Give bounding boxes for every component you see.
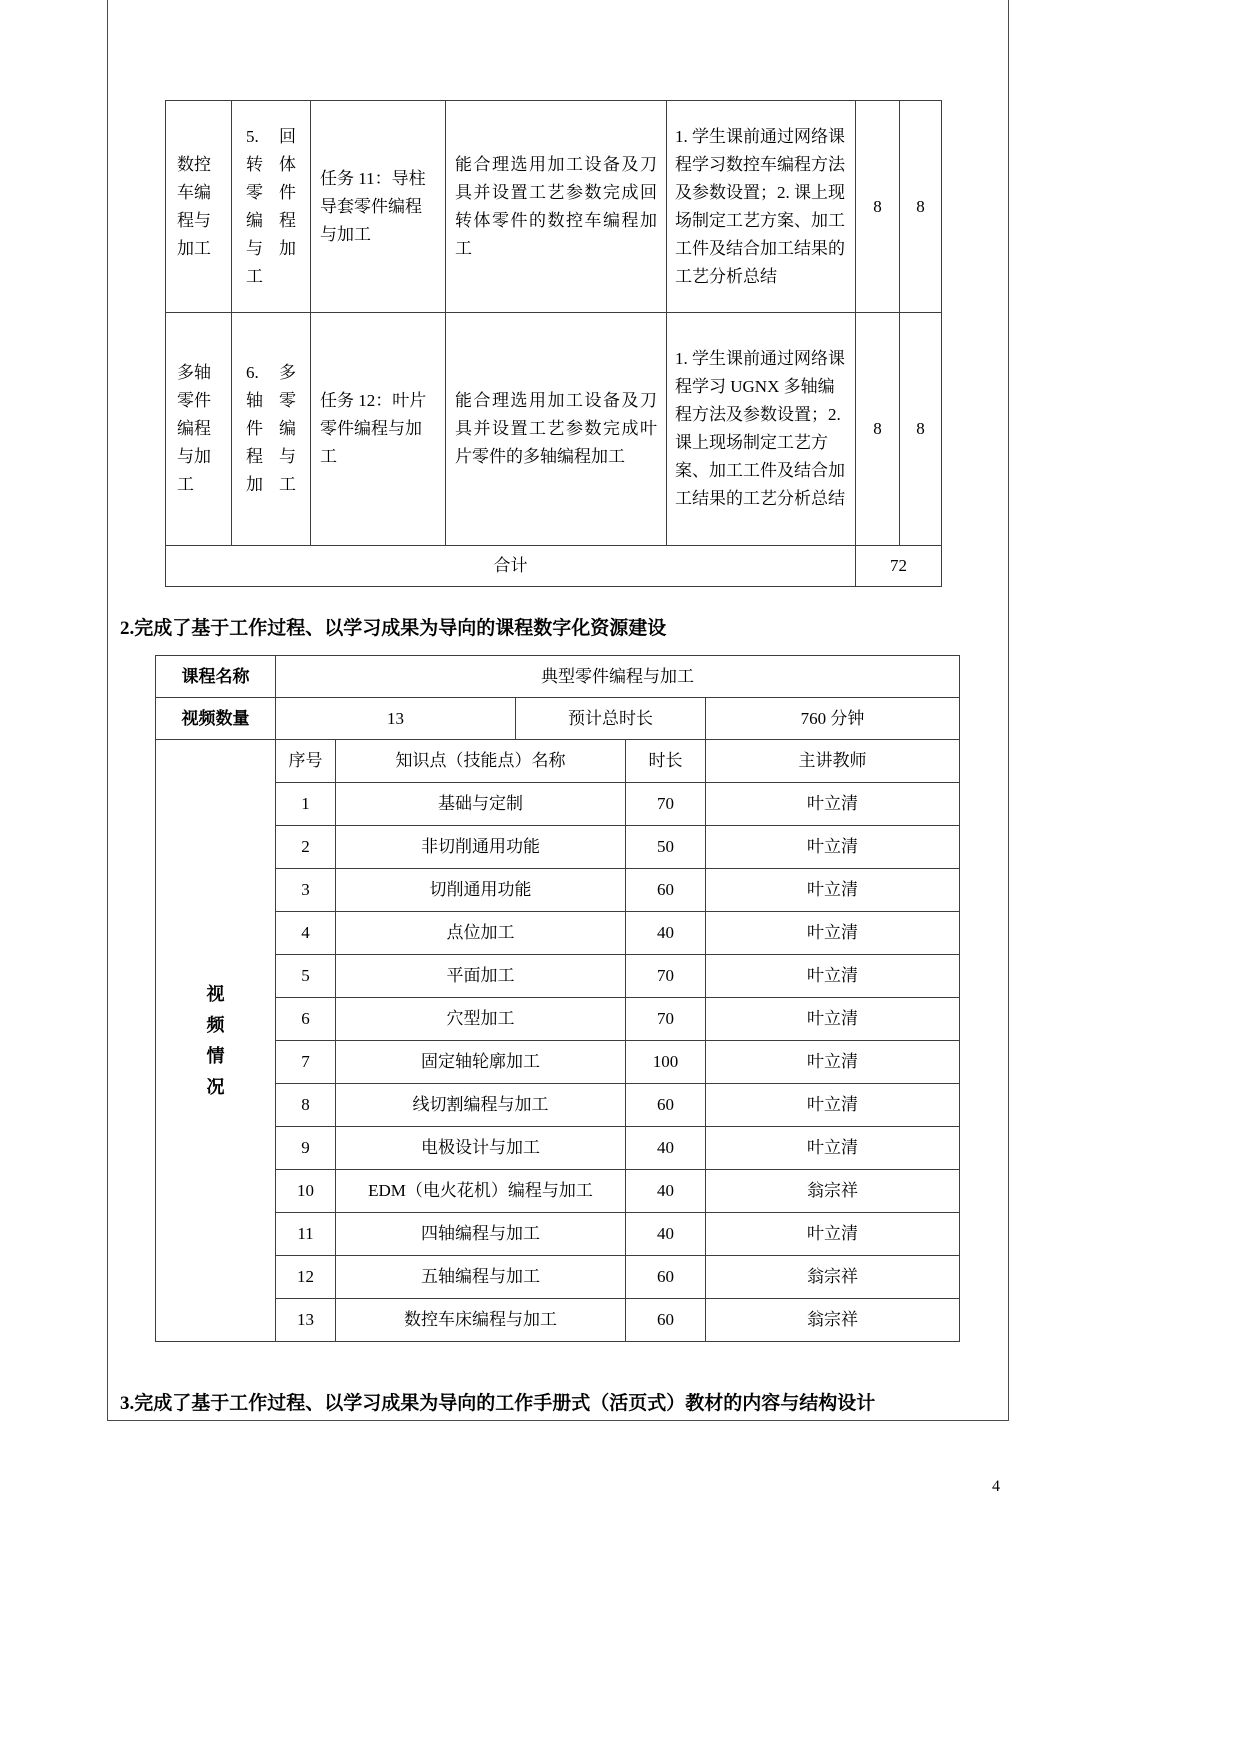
video-duration: 70 [626,998,706,1041]
course-tasks-table [165,100,942,587]
video-no: 2 [276,826,336,869]
video-topic: 四轴编程与加工 [336,1213,626,1256]
header-duration: 时长 [626,740,706,783]
video-row [156,912,960,955]
video-no: 7 [276,1041,336,1084]
video-topic: 点位加工 [336,912,626,955]
video-row [156,1084,960,1127]
project-cell: 6. 多轴零件编程与加工 [232,313,311,546]
video-row [156,1170,960,1213]
video-teacher: 叶立清 [706,869,960,912]
video-teacher: 叶立清 [706,1213,960,1256]
video-topic: 数控车床编程与加工 [336,1299,626,1342]
video-teacher: 翁宗祥 [706,1170,960,1213]
header-topic: 知识点（技能点）名称 [336,740,626,783]
video-no: 9 [276,1127,336,1170]
video-topic: 平面加工 [336,955,626,998]
video-count-label: 视频数量 [156,698,276,740]
video-no: 11 [276,1213,336,1256]
duration-label: 预计总时长 [516,698,706,740]
video-row [156,1127,960,1170]
video-topic: 穴型加工 [336,998,626,1041]
course-name-value: 典型零件编程与加工 [276,656,960,698]
video-row [156,869,960,912]
module-cell: 数控车编程与加工 [166,101,232,313]
video-topic: EDM（电火花机）编程与加工 [336,1170,626,1213]
video-row [156,998,960,1041]
method-cell: 1. 学生课前通过网络课程学习 UGNX 多轴编程方法及参数设置；2. 课上现场制定工艺方案、加工工件及结合加工结果的工艺分析总结 [667,313,856,546]
video-topic: 切削通用功能 [336,869,626,912]
video-teacher: 叶立清 [706,1041,960,1084]
task-row-multi-axis [166,313,942,546]
header-teacher: 主讲教师 [706,740,960,783]
video-teacher: 叶立清 [706,955,960,998]
video-row [156,1299,960,1342]
section-3-heading: 3.完成了基于工作过程、以学习成果为导向的工作手册式（活页式）教材的内容与结构设计 [120,1393,876,1414]
duration-value: 760 分钟 [706,698,960,740]
video-duration: 40 [626,912,706,955]
task-row-cnc-lathe [166,101,942,313]
course-name-label: 课程名称 [156,656,276,698]
video-duration: 40 [626,1170,706,1213]
video-teacher: 叶立清 [706,1084,960,1127]
hours-cell: 8 [856,313,900,546]
video-row [156,1041,960,1084]
video-teacher: 翁宗祥 [706,1299,960,1342]
video-teacher: 叶立清 [706,912,960,955]
task-cell: 任务 11：导柱导套零件编程与加工 [311,101,446,313]
video-duration: 50 [626,826,706,869]
header-no: 序号 [276,740,336,783]
video-row [156,783,960,826]
task-cell: 任务 12：叶片零件编程与加工 [311,313,446,546]
video-duration: 40 [626,1213,706,1256]
video-duration: 60 [626,1256,706,1299]
video-row [156,955,960,998]
video-no: 3 [276,869,336,912]
video-no: 1 [276,783,336,826]
total-hours: 72 [856,546,942,587]
video-row [156,1213,960,1256]
video-topic: 五轴编程与加工 [336,1256,626,1299]
video-resources-table [155,655,960,1342]
hours-cell: 8 [856,101,900,313]
video-no: 4 [276,912,336,955]
video-duration: 60 [626,869,706,912]
video-teacher: 叶立清 [706,826,960,869]
video-duration: 40 [626,1127,706,1170]
method-cell: 1. 学生课前通过网络课程学习数控车编程方法及参数设置；2. 课上现场制定工艺方案、加工工件及结合加工结果的工艺分析总结 [667,101,856,313]
video-duration: 60 [626,1084,706,1127]
total-label: 合计 [166,546,856,587]
hours-cell: 8 [900,313,942,546]
video-count-row [156,698,960,740]
video-teacher: 叶立清 [706,1127,960,1170]
video-row [156,826,960,869]
video-no: 13 [276,1299,336,1342]
hours-cell: 8 [900,101,942,313]
goal-cell: 能合理选用加工设备及刀具并设置工艺参数完成回转体零件的数控车编程加工 [446,101,667,313]
video-teacher: 叶立清 [706,783,960,826]
video-topic: 线切割编程与加工 [336,1084,626,1127]
video-no: 10 [276,1170,336,1213]
video-duration: 70 [626,783,706,826]
video-topic: 非切削通用功能 [336,826,626,869]
goal-cell: 能合理选用加工设备及刀具并设置工艺参数完成叶片零件的多轴编程加工 [446,313,667,546]
video-topic: 电极设计与加工 [336,1127,626,1170]
video-no: 6 [276,998,336,1041]
video-teacher: 叶立清 [706,998,960,1041]
video-row [156,1256,960,1299]
course-name-row [156,656,960,698]
project-cell: 5. 回转体零件编程与加工 [232,101,311,313]
video-duration: 70 [626,955,706,998]
video-teacher: 翁宗祥 [706,1256,960,1299]
video-topic: 固定轴轮廓加工 [336,1041,626,1084]
video-no: 5 [276,955,336,998]
video-info-label: 视频情况 [206,983,225,1097]
video-count-value: 13 [276,698,516,740]
module-cell: 多轴零件编程与加工 [166,313,232,546]
page-number: 4 [992,1478,1000,1495]
video-table-header-row [156,740,960,783]
video-duration: 60 [626,1299,706,1342]
video-duration: 100 [626,1041,706,1084]
section-2-heading: 2.完成了基于工作过程、以学习成果为导向的课程数字化资源建设 [120,618,667,639]
video-topic: 基础与定制 [336,783,626,826]
total-row [166,546,942,587]
video-info-label-cell [156,740,276,1342]
video-no: 12 [276,1256,336,1299]
video-no: 8 [276,1084,336,1127]
